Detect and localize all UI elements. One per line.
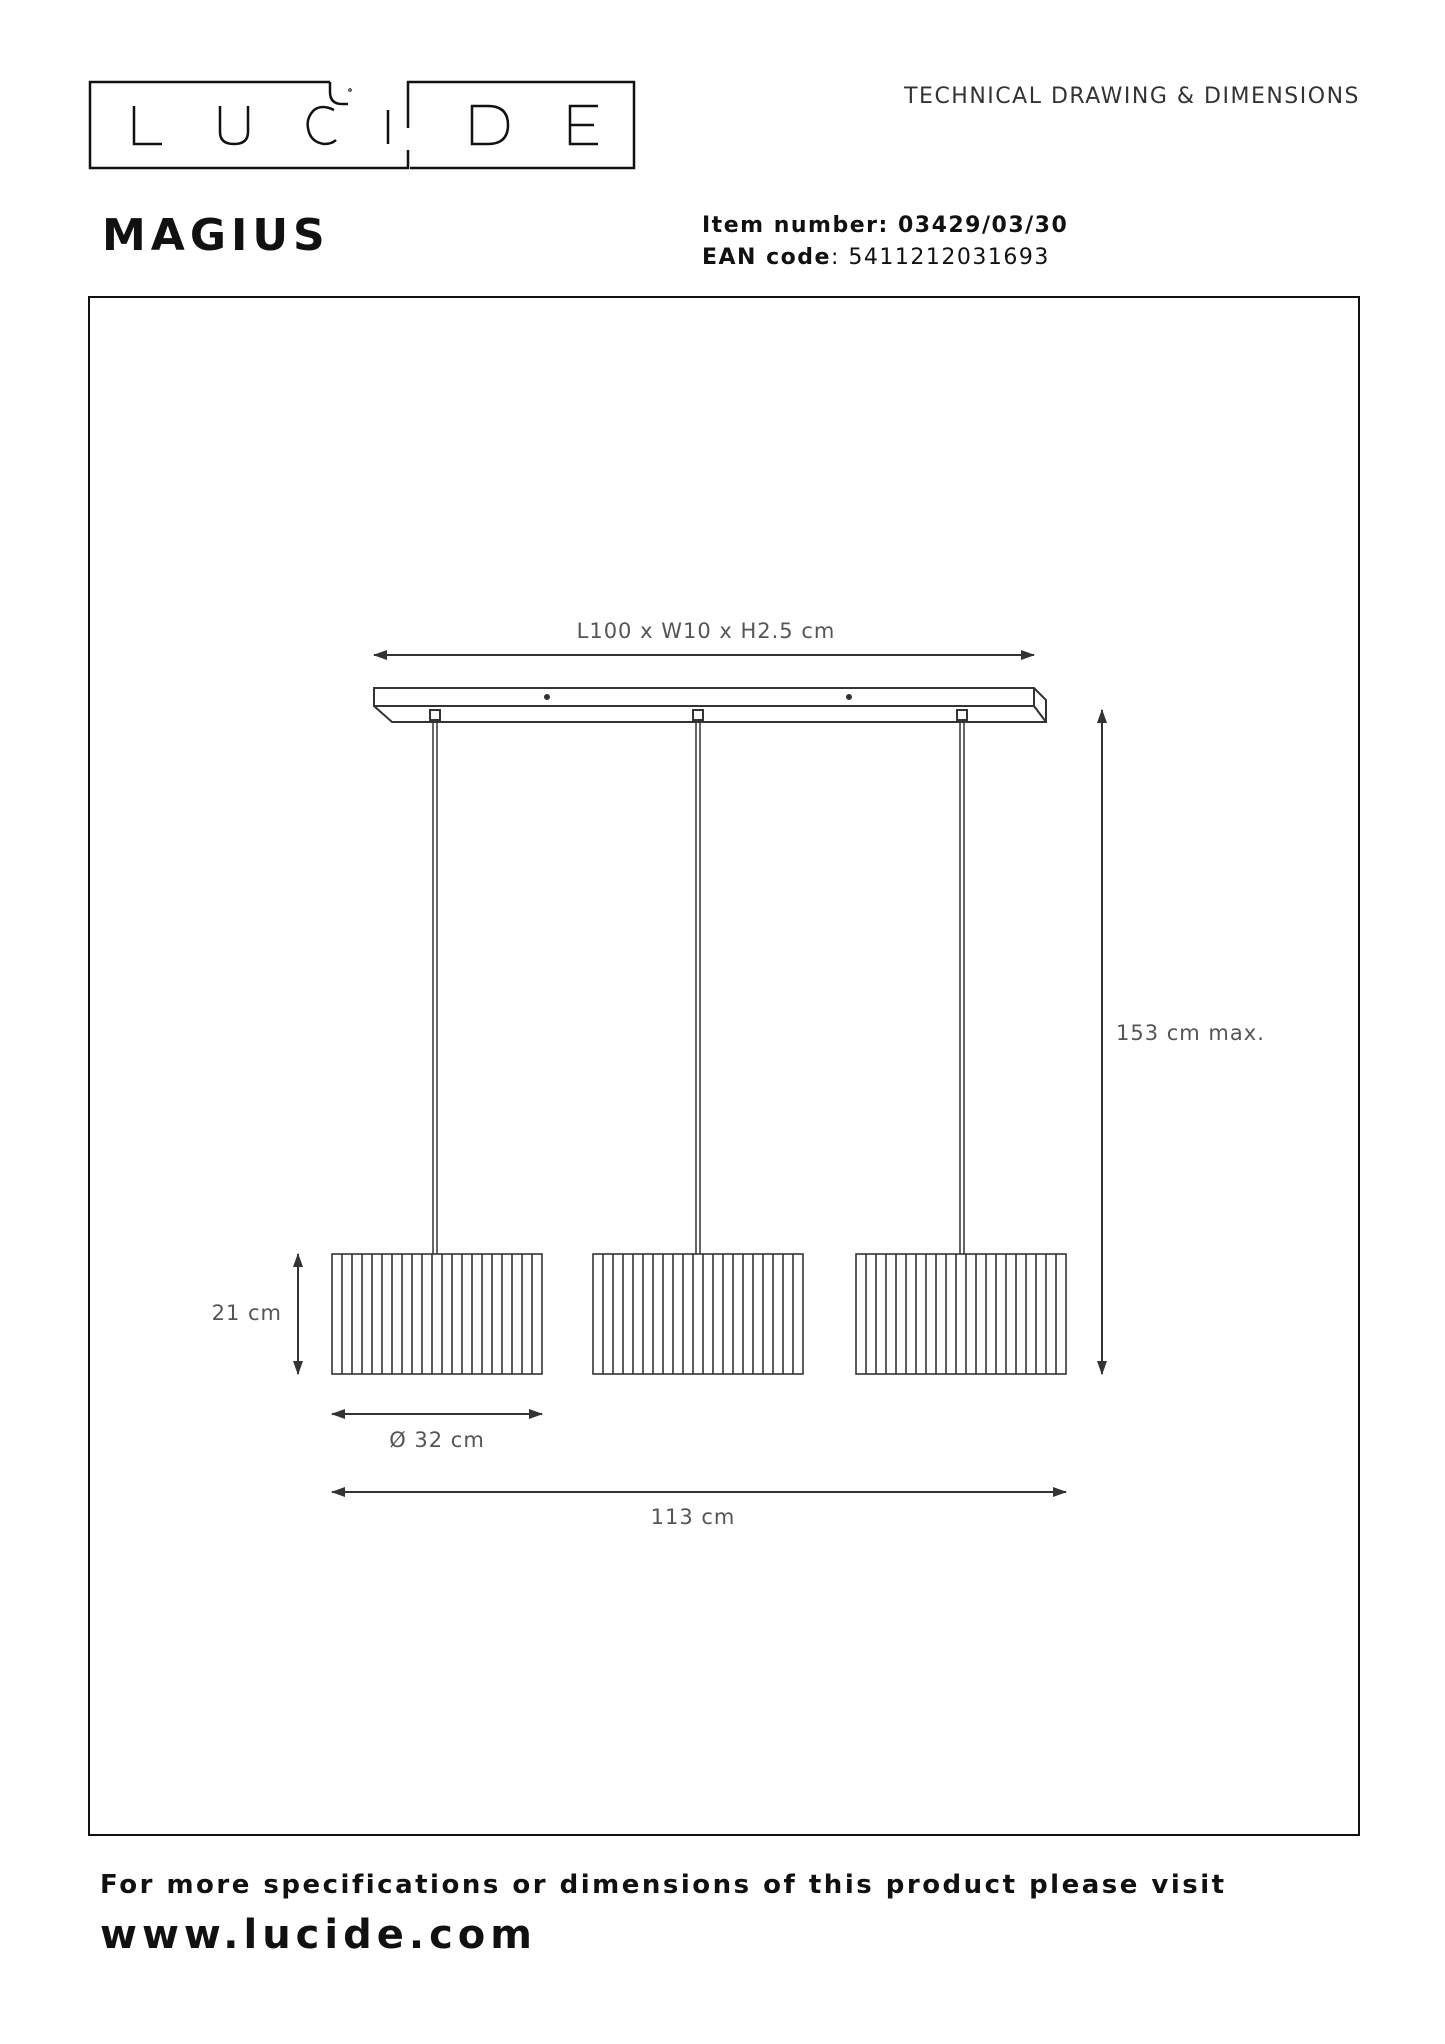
ean-value: 5411212031693: [848, 245, 1050, 270]
total-width-label: 113 cm: [650, 1505, 736, 1529]
shade-right: [856, 1254, 1066, 1374]
shade-middle: [593, 1254, 803, 1374]
item-number-label: Item number: [702, 213, 879, 238]
ean-label: EAN code: [702, 245, 831, 270]
footer-info-text: For more specifications or dimensions of this product please visit: [100, 1870, 1227, 1900]
shade-left: [332, 1254, 542, 1374]
footer-website-link[interactable]: www.lucide.com: [100, 1912, 537, 1958]
product-name: MAGIUS: [102, 210, 330, 261]
ean-row: EAN code: 5411212031693: [702, 245, 1050, 270]
item-number-value: 03429/03/30: [897, 213, 1069, 238]
cables: [433, 720, 964, 1254]
shade-diameter-label: Ø 32 cm: [389, 1428, 485, 1452]
max-height-label: 153 cm max.: [1116, 1021, 1265, 1045]
document-type: TECHNICAL DRAWING & DIMENSIONS: [904, 84, 1360, 109]
item-number-row: Item number: 03429/03/30: [702, 213, 1069, 238]
shade-height-label: 21 cm: [211, 1301, 282, 1325]
canopy-dimension-label: L100 x W10 x H2.5 cm: [576, 619, 836, 643]
canopy: [374, 688, 1046, 722]
